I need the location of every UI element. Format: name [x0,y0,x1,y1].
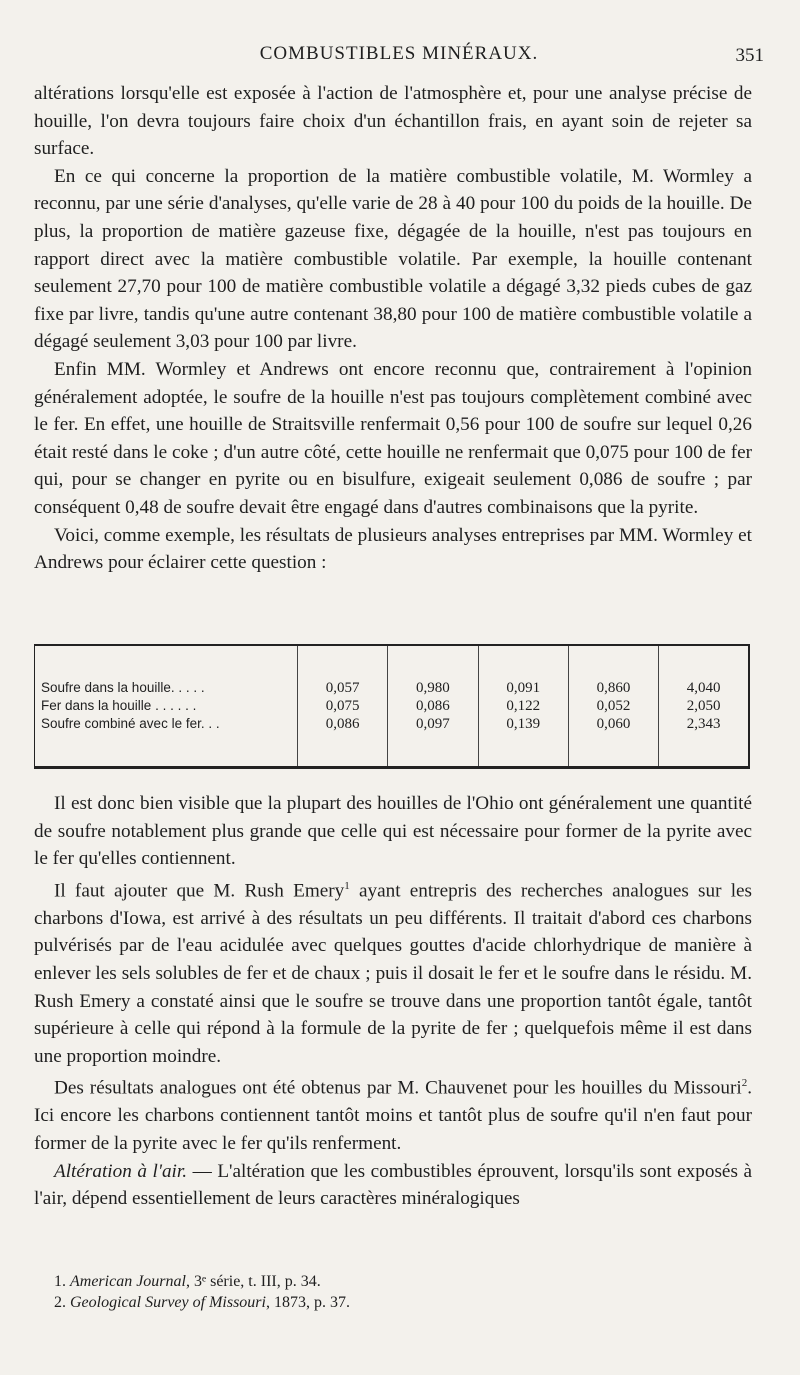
paragraph: En ce qui concerne la proportion de la matière combustible volatile, M. Wormley a reconnu, par une série d'analyses, qu'elle varie de 28 à 40 pour 100 du poids de la houille. De plus, la proportion de matière gazeuse fixe, dégagée de la houille, n'est pas toujours en rapport direct avec la matière combustible volatile. Par exemple, la houille contenant seulement 27,70 pour 100 de matière combustible volatile a dégagé 3,32 pieds cubes de gaz fixe par livre, tandis qu'une autre contenant 38,80 pour 100 de matière combustible volatile a dégagé seulement 3,03 pour 100 par livre. [34,165,752,353]
table-cell: 0,052 [596,698,631,714]
table-cell: 0,057 [325,680,360,696]
table-cell: 0,086 [416,698,450,714]
text-run: ayant entrepris des recherches analogues sur les charbons d'Iowa, est arrivé à des résultats un peu différents. Il traitait d'abord ces charbons pulvérisés par de l'eau acidulée avec quelques gouttes d'acide chlorhydrique de manière à enlever les sels solubles de fer et de chaux ; puis il dosait le fer et le soufre dans le résidu. M. Rush Emery a constaté ainsi que le soufre se trouve dans une proportion tantôt égale, tantôt supérieure à celle qui répond à la formule de la pyrite de fer ; quelquefois même il est dans une proportion moindre. [34,880,753,1067]
table-column [478,646,568,766]
paragraph: Il est donc bien visible que la plupart des houilles de l'Ohio ont généralement une quantité de soufre notablement plus grande que celle qui est nécessaire pour former de la pyrite avec le fer qu'elles contiennent. [34,793,752,870]
table-column [659,646,748,766]
row-label: Soufre dans la houille. . . . . [41,680,205,695]
row-label: Soufre combiné avec le fer. . . [41,716,220,731]
footnote-ref: 1 [344,879,350,892]
data-table [35,646,748,766]
table-cell: 0,097 [416,716,450,732]
footnote-number: 1. [54,1273,66,1290]
table-column [568,646,658,766]
table-cell: 0,139 [506,716,541,732]
section-title: Altération à l'air. [54,1160,188,1182]
footnote-title: American Journal [70,1273,186,1290]
running-title: COMBUSTIBLES MINÉRAUX. [259,43,539,64]
paragraph: Voici, comme exemple, les résultats de plusieurs analyses entreprises par MM. Wormley et Andrews pour éclairer cette question : [34,524,752,574]
table-cell: 0,060 [596,716,631,732]
table-cell: 0,091 [506,680,541,696]
table-column [388,646,478,766]
paragraph: altérations lorsqu'elle est exposée à l'action de l'atmosphère et, pour une analyse précise de houille, l'on devra toujours faire choix d'un échantillon frais, en ayant soin de rejeter sa surface. [34,83,752,160]
text-run: — L'altération que les combustibles éprouvent, lorsqu'ils sont exposés à l'air, dépend essentiellement de leurs caractères minéralogiques [34,1160,752,1210]
paragraph [34,873,752,1071]
table-cell: 0,980 [416,680,450,696]
table-cell: 0,860 [596,680,631,696]
body-text-after-table [34,790,752,1213]
table-column [298,646,388,766]
row-labels-cell [35,646,298,766]
footnote [54,1292,752,1313]
paragraph: Enfin MM. Wormley et Andrews ont encore reconnu que, contrairement à l'opinion généralement adoptée, le soufre de la houille n'est pas toujours complètement combiné avec le fer. En effet, une houille de Straitsville renfermait 0,56 pour 100 de soufre sur lequel 0,26 était resté dans le coke ; d'un autre côté, cette houille ne renfermait que 0,075 pour 100 de fer qui, pour se changer en pyrite ou en bisulfure, exigeait seulement 0,086 de soufre ; par conséquent 0,48 de soufre devait être engagé dans d'autres combinaisons que la pyrite. [34,358,752,518]
paragraph [34,1158,752,1213]
footnotes [34,1271,752,1313]
footnote-number: 2. [54,1294,66,1311]
text-run: Il faut ajouter que M. Rush Emery [54,880,345,902]
table-cell: 2,050 [686,698,721,714]
table-cell: 0,086 [325,716,360,732]
text-run: . Ici encore les charbons contiennent tantôt moins et tantôt plus de soufre qu'il n'en faut pour former de la pyrite avec le fer qu'ils renferment. [34,1077,752,1154]
footnote-ref: 2 [741,1077,748,1090]
table-cell: 2,343 [686,716,721,732]
footnote-rest: , 1873, p. 37. [265,1294,350,1311]
page-number: 351 [735,45,764,66]
running-head [34,41,764,67]
table-cell: 0,122 [506,698,541,714]
table-cell: 4,040 [686,680,721,696]
text-run: Des résultats analogues ont été obtenus par M. Chauvenet pour les houilles du Missouri [54,1077,742,1099]
table-cell: 0,075 [325,698,360,714]
sulfur-iron-table [34,644,750,769]
footnote-title: Geological Survey of Missouri [70,1294,266,1311]
paragraph [34,1070,752,1157]
body-text-before-table [34,80,752,577]
footnote [54,1271,752,1292]
row-label: Fer dans la houille . . . . . . [41,698,197,713]
footnote-rest: , 3ᵉ série, t. III, p. 34. [185,1273,321,1290]
table-row [35,646,748,766]
